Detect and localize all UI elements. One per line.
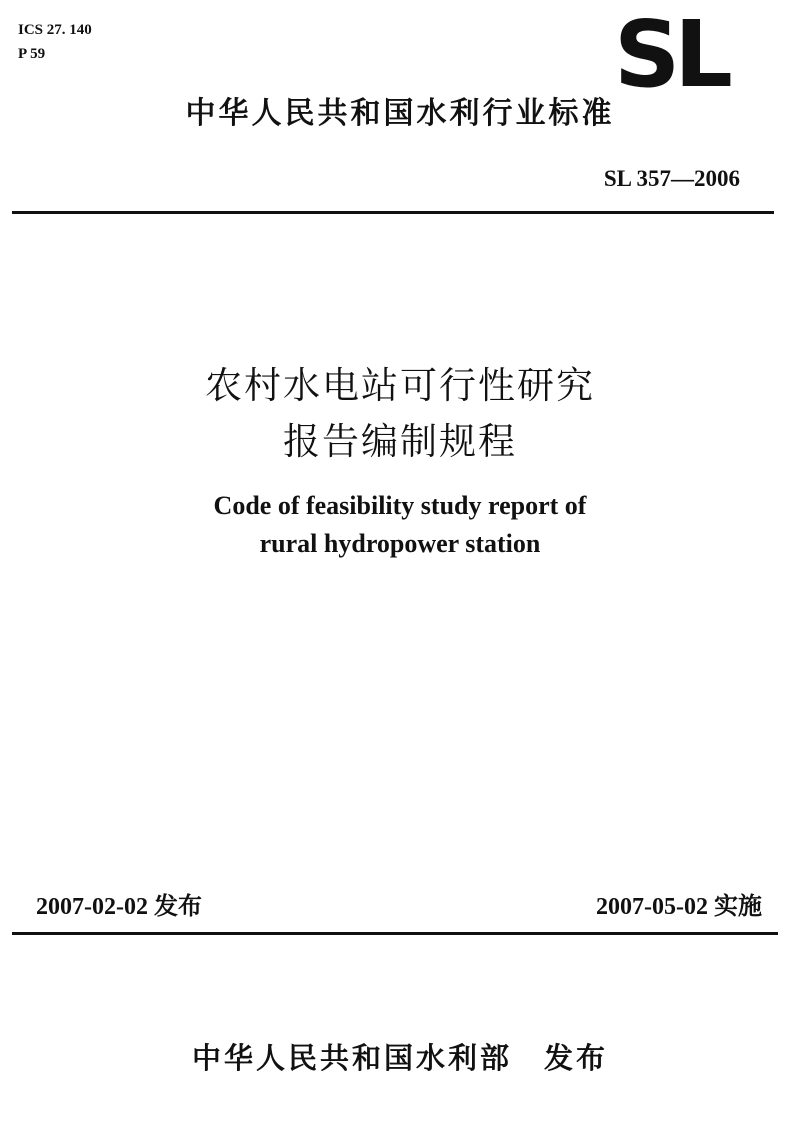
implement-label: 实施 xyxy=(714,892,762,920)
bottom-divider xyxy=(12,932,778,935)
ics-code: ICS 27. 140 xyxy=(18,22,92,38)
issue-date-block xyxy=(36,886,202,921)
issue-label: 发布 xyxy=(153,892,202,920)
publisher-line: 中华人民共和国水利部 发布 xyxy=(191,1041,608,1075)
issue-date: 2007-02-02 xyxy=(36,894,148,920)
implement-date: 2007-05-02 xyxy=(596,894,708,920)
chinese-title xyxy=(0,358,800,470)
class-code: P 59 xyxy=(18,46,46,62)
sl-logo-text: SL xyxy=(614,8,727,94)
english-title-line-2: rural hydropower station xyxy=(259,529,541,558)
classification-codes xyxy=(18,18,92,66)
standard-code: SL 357—2006 xyxy=(603,166,740,191)
industry-standard-heading: 中华人民共和国水利行业标准 xyxy=(185,96,615,131)
implement-date-block xyxy=(596,886,762,921)
chinese-title-line-1: 农村水电站可行性研究 xyxy=(205,364,595,407)
top-divider xyxy=(12,211,774,214)
english-title-line-1: Code of feasibility study report of xyxy=(213,491,587,520)
chinese-title-line-2: 报告编制规程 xyxy=(283,420,517,463)
sl-logo xyxy=(612,8,762,94)
english-title xyxy=(0,487,800,563)
